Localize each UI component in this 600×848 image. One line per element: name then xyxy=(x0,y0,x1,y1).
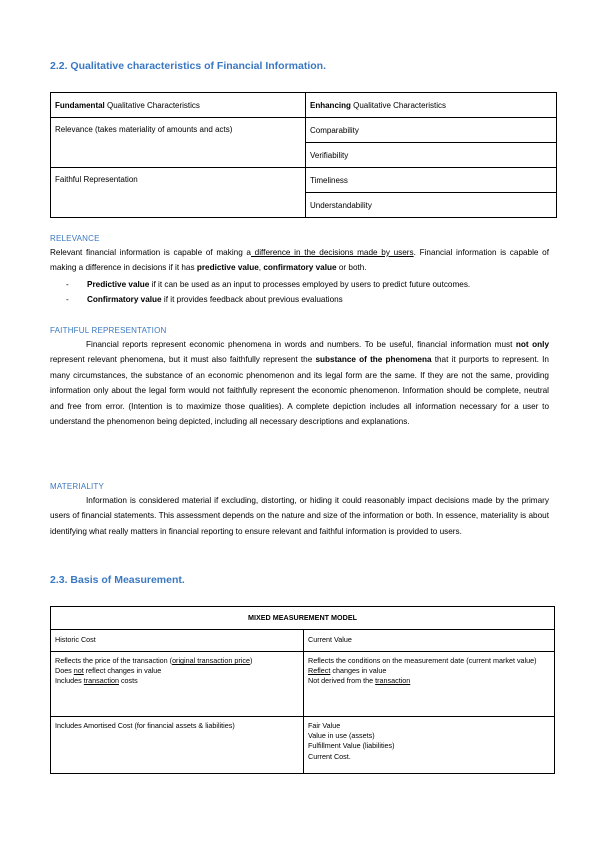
table-row xyxy=(51,652,555,717)
list-item: - Confirmatory value if it provides feedback about previous evaluations xyxy=(66,295,343,305)
enhancing-cell: Understandability xyxy=(306,193,557,218)
materiality-heading: MATERIALITY xyxy=(50,482,105,491)
fundamental-cell: Faithful Representation xyxy=(51,168,306,218)
table-row xyxy=(51,118,557,143)
relevance-heading: RELEVANCE xyxy=(50,234,100,243)
historic-cost-cell: Reflects the price of the transaction (original transaction price) Does not reflect changes in value Includes transaction costs xyxy=(51,652,304,717)
mixed-measurement-table xyxy=(50,606,555,774)
header-enhancing: Enhancing Qualitative Characteristics xyxy=(306,93,557,118)
relevance-paragraph: Relevant financial information is capable of making a difference in the decisions made by users. Financial information is capable of making a difference in decisions if it has predictive value, confirmatory value or both. xyxy=(50,248,549,273)
enhancing-cell: Verifiability xyxy=(306,143,557,168)
enhancing-cell: Comparability xyxy=(306,118,557,143)
table-title-row xyxy=(51,607,555,630)
table-header-row xyxy=(51,93,557,118)
enhancing-cell: Timeliness xyxy=(306,168,557,193)
section-2-2-title: 2.2. Qualitative characteristics of Financial Information. xyxy=(50,60,326,72)
current-value-cell: Fair Value Value in use (assets) Fulfillment Value (liabilities) Current Cost. xyxy=(304,717,555,774)
relevance-bullets xyxy=(66,277,549,308)
header-historic-cost: Historic Cost xyxy=(51,630,304,652)
table-header-row xyxy=(51,630,555,652)
header-fundamental: Fundamental Qualitative Characteristics xyxy=(51,93,306,118)
section-2-3-title: 2.3. Basis of Measurement. xyxy=(50,574,185,586)
table-row xyxy=(51,168,557,193)
header-current-value: Current Value xyxy=(304,630,555,652)
current-value-cell: Reflects the conditions on the measurement date (current market value) Reflect changes in value Not derived from the transaction xyxy=(304,652,555,717)
qualitative-characteristics-table xyxy=(50,92,557,218)
faithful-representation-heading: FAITHFUL REPRESENTATION xyxy=(50,326,167,335)
materiality-paragraph: Information is considered material if excluding, distorting, or hiding it could reasonably impact decisions made by the primary users of financial statements. This assessment depends on the nature and size of the information or both. In essence, materiality is about identifying what really matters in financial reporting to ensure relevant and faithful information is provided to users. xyxy=(50,496,549,536)
table-row xyxy=(51,717,555,774)
faithful-representation-paragraph: Financial reports represent economic phenomena in words and numbers. To be useful, financial information must not only represent relevant phenomena, but it must also faithfully represent the substance of the phenomena that it purports to represent. In many circumstances, the substance of an economic phenomenon and its legal form are the same. If they are not the same, providing information only about the legal form would not faithfully represent the economic phenomenon. Information should be complete, neutral and free from error. (Intention is to maximize those qualities). A complete depiction includes all information necessary for a user to understand the phenomenon being depicted, including all necessary descriptions and explanations. xyxy=(50,340,549,427)
fundamental-cell: Relevance (takes materiality of amounts and acts) xyxy=(51,118,306,168)
historic-cost-cell: Includes Amortised Cost (for financial assets & liabilities) xyxy=(51,717,304,774)
table-title: MIXED MEASUREMENT MODEL xyxy=(51,607,555,630)
list-item: - Predictive value if it can be used as an input to processes employed by users to predict future outcomes. xyxy=(66,280,471,289)
